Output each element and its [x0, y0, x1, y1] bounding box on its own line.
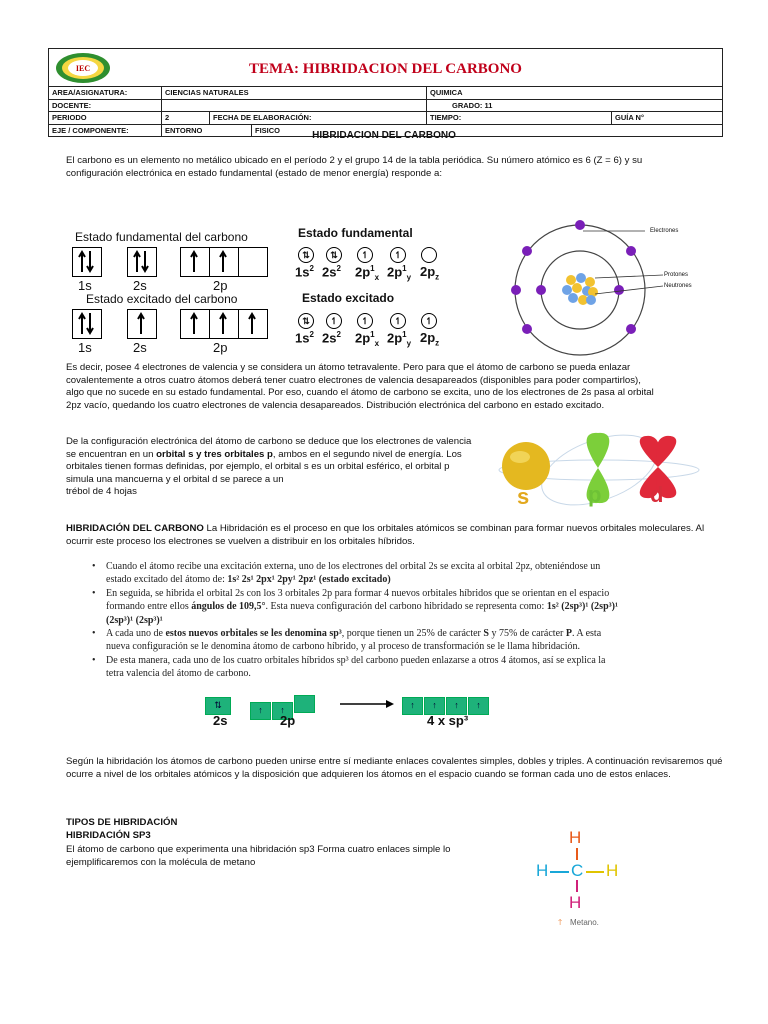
header-row — [49, 87, 722, 100]
electrones-label: Electrones — [650, 228, 679, 234]
hydrogen-top: H — [569, 828, 582, 847]
hydrogen-bottom: H — [569, 893, 582, 912]
header-row — [49, 100, 722, 113]
orbital-label: $1s^2$ — [295, 264, 314, 280]
orbital-label: $2p^1_y$ — [387, 264, 412, 282]
orbital-box — [209, 247, 239, 277]
orbital-label: 1s — [78, 340, 92, 355]
page-tema-title: TEMA: HIBRIDACION DEL CARBONO — [249, 61, 522, 77]
protones-label: Protones — [664, 272, 689, 278]
orbital-label: $2s^2$ — [322, 264, 341, 280]
orbital-box — [238, 247, 268, 277]
paragraph-enlaces: Según la hibridación los átomos de carbono pueden unirse entre sí mediante enlaces covalentes simples, dobles y triples. A continuación revisaremos qué ocurre a nivel de los orbitales atómicos y la disposición que adquieren los átomos en el espacio cuando se forman cada uno de estos enlaces. — [66, 756, 723, 780]
label-2s: 2s — [213, 713, 228, 728]
orbital-circle: ↿ — [421, 313, 437, 329]
orbital-circle: ⇅ — [298, 247, 314, 263]
header-cell: GUÍA N° — [615, 113, 644, 122]
orbital-circle: ↿ — [390, 247, 406, 263]
excited-title-2: Estado excitado — [302, 291, 395, 305]
orbital-circle: ⇅ — [326, 247, 342, 263]
orbital-box — [127, 247, 157, 277]
bond-bottom — [576, 880, 578, 892]
fundamental-title-2: Estado fundamental — [298, 226, 413, 240]
hibridacion-paragraph: HIBRIDACIÓN DEL CARBONO La Hibridación es el proceso en que los orbitales atómicos se combinan para formar nuevos orbitales moleculares. Al ocurrir este proceso los electrones se vuelven a distribuir en los orbitales híbridos. — [66, 523, 705, 547]
sp3-heading: HIBRIDACIÓN SP3 — [66, 830, 151, 841]
hydrogen-left: H — [536, 861, 549, 880]
header-cell: FECHA DE ELABORACIÓN: — [210, 112, 427, 124]
orbital-label: $2p^1_y$ — [387, 330, 412, 348]
orbital-label: $2p_z$ — [420, 330, 440, 348]
label-2p: 2p — [280, 713, 296, 728]
tipos-heading: TIPOS DE HIBRIDACIÓN — [66, 817, 178, 828]
header-cell: PERIODO — [49, 112, 162, 124]
scanned-explanation — [90, 560, 620, 681]
orbital-label: $2p^1_x$ — [355, 330, 380, 348]
methane-caption: Metano. — [570, 918, 599, 927]
orbital-label: 2p — [213, 278, 228, 293]
carbon-center: C — [571, 861, 584, 880]
box-2s: ⇅ — [205, 695, 232, 715]
header-cell: DOCENTE: — [49, 100, 162, 112]
orbital-circle: ↿ — [357, 313, 373, 329]
list-item: • De esta manera, cada uno de los cuatro orbitales híbridos sp³ del carbono pueden enlazarse a otros 4 átomos, así se explica la tetra valencia del átomo de carbono. — [90, 654, 620, 681]
fundamental-state-title: Estado fundamental del carbono — [75, 230, 248, 244]
document-title: HIBRIDACION DEL CARBONO — [312, 130, 456, 141]
list-item: • Cuando el átomo recibe una excitación externa, uno de los electrones del orbital 2s se excita al orbital 2pz, obteniéndose un estado excitado del átomo de: 1s² 2s¹ 2px¹ 2py¹ 2pz¹ (estado excitado) — [90, 560, 620, 587]
hydrogen-right: H — [606, 861, 619, 880]
intro-paragraph: El carbono es un elemento no metálico ubicado en el período 2 y el grupo 14 de la tabla periódica. Su número atómico es 6 (Z = 6) y su configuración electrónica en estado fundamental (estado de menor energía) responde a: — [66, 155, 643, 179]
bond-right — [586, 871, 604, 873]
orbital-box — [180, 309, 210, 339]
list-item: • En seguida, se hibrida el orbital 2s con los 3 orbitales 2p para formar 4 nuevos orbitales híbridos que se orientan en el espacio formando entre ellos ángulos de 109,5°. Esta nueva configuración del carbono hibridado se representa como: 1s² (2sp³)¹ (2sp³)¹ (2sp³)¹ (2sp³)¹ — [90, 587, 620, 627]
orbital-box — [209, 309, 239, 339]
orbital-label: $2s^2$ — [322, 330, 341, 346]
header-cell: QUIMICA — [430, 88, 463, 97]
svg-text:IEC: IEC — [75, 64, 91, 73]
orbital-label: 1s — [78, 278, 92, 293]
orbital-label: 2p — [213, 340, 228, 355]
bond-top — [576, 848, 578, 860]
list-item: • A cada uno de estos nuevos orbitales se les denomina sp³, porque tienen un 25% de carácter S y 75% de carácter P. A esta nueva configuración se le denomina átomo de carbono híbrido, y al proceso de transformación se le llama hibridación. — [90, 627, 620, 654]
orbital-label: 2s — [133, 278, 147, 293]
header-cell: AREA/ASIGNATURA: — [49, 87, 162, 99]
excited-state-title: Estado excitado del carbono — [86, 292, 238, 306]
orbital-circle: ⇅ — [298, 313, 314, 329]
label-4sp3: 4 x sp³ — [427, 713, 469, 728]
p-orbital-label: p — [588, 482, 602, 507]
header-cell: CIENCIAS NATURALES — [162, 87, 427, 99]
header-table — [48, 48, 723, 137]
orbital-box — [72, 247, 102, 277]
header-cell: EJE / COMPONENTE: — [49, 125, 162, 137]
header-cell: ENTORNO — [162, 125, 252, 137]
orbital-label: $2p^1_x$ — [355, 264, 380, 282]
header-cell: TIEMPO: — [427, 112, 612, 124]
neutrones-label: Neutrones — [664, 283, 692, 289]
paragraph-orbitales: De la configuración electrónica del átomo de carbono se deduce que los electrones de valencia se encuentran en un orbital s y tres orbitales p, ambos en el segundo nivel de energía. Los orbitales tienen formas definidas, por ejemplo, el orbital s es un orbital esférico, el orbital p simula una mancuerna y el orbital d se parece a un trébol de 4 hojas — [66, 436, 472, 498]
orbital-box — [238, 309, 268, 339]
orbital-label: 2s — [133, 340, 147, 355]
orbital-box — [72, 309, 102, 339]
orbital-circle: ↿ — [357, 247, 373, 263]
header-cell: 2 — [162, 112, 210, 124]
header-cell — [162, 100, 427, 112]
box-sp3: ↑ ↑ ↑ ↑ — [402, 695, 490, 715]
s-orbital-label: s — [517, 484, 530, 509]
arrow-right-icon — [340, 699, 395, 709]
orbital-label: $2p_z$ — [420, 264, 440, 282]
orbital-label: $1s^2$ — [295, 330, 314, 346]
header-top — [49, 49, 722, 87]
orbital-box — [127, 309, 157, 339]
sp3-paragraph: El átomo de carbono que experimenta una hibridación sp3 Forma cuatro enlaces simple lo ejemplificaremos con la molécula de metano — [66, 844, 451, 868]
header-row — [49, 112, 722, 125]
orbital-circle: ↿ — [326, 313, 342, 329]
header-cell: GRADO: 11 — [452, 100, 493, 110]
header-cell: FISICO — [255, 125, 281, 135]
orbital-circle — [421, 247, 437, 263]
bond-left — [550, 871, 569, 873]
box-2p: ↑ ↑ — [250, 695, 316, 720]
orbital-box — [180, 247, 210, 277]
d-orbital-label: d — [650, 482, 664, 507]
paragraph-valencia: Es decir, posee 4 electrones de valencia y se considera un átomo tetravalente. Pero para que el átomo de carbono se pueda enlazar covalentemente a otros cuatro átomos deberá tener cuatro electrones de valencia desapareados (disponibles para poder compartirlos), algo que no sucede en su estado fundamental. Por eso, cuando el átomo de carbono se excita, uno de los electrones de 2s pasa al orbital 2pz vacío, quedando los cuatro electrones de valencia desapareados. Distribución electrónica del carbono en estado excitado. — [66, 362, 654, 411]
orbital-circle: ↿ — [390, 313, 406, 329]
up-arrow-icon: 🡑 — [558, 918, 563, 927]
